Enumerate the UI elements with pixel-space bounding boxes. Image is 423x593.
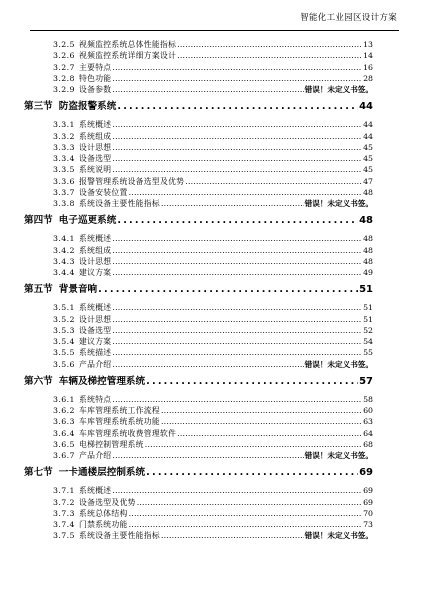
page-number: 57: [359, 375, 373, 387]
toc-title: 系统组成: [79, 245, 112, 255]
toc-entry[interactable]: [53, 450, 373, 461]
toc-section-heading[interactable]: [24, 282, 373, 298]
page-number: 14: [363, 51, 373, 61]
page-number: 51: [359, 284, 373, 296]
toc-entry[interactable]: [53, 359, 373, 370]
toc-title: 设备安装位置: [79, 187, 128, 197]
toc-number: 第四节: [24, 215, 53, 227]
dot-leader: [112, 359, 303, 370]
toc-title: 设计思想: [79, 256, 112, 266]
toc-number: 3.3.3: [53, 142, 75, 152]
page-number: 44: [359, 101, 373, 113]
dot-leader: [112, 233, 362, 244]
dot-leader: [112, 302, 362, 313]
toc-number: 3.6.4: [53, 428, 75, 438]
toc-title: 系统设备主要性能指标: [79, 531, 160, 541]
toc-title: 设计思想: [79, 142, 112, 152]
toc-title: 一卡通楼层控制系统: [58, 467, 146, 479]
toc-title: 视频监控系统总体性能指标: [79, 40, 177, 49]
toc-section-heading[interactable]: [24, 374, 373, 390]
page-number: 48: [363, 256, 373, 266]
page-number: 48: [359, 215, 373, 227]
toc-section-heading[interactable]: [24, 213, 373, 229]
toc-number: 第七节: [24, 467, 53, 479]
page-number: 45: [363, 142, 373, 152]
toc-title: 车库管理系统系统功能: [79, 417, 160, 427]
toc-number: 3.7.5: [53, 531, 75, 541]
dot-leader: [112, 450, 303, 461]
page-reference-error: 错误！未定义书签。: [304, 85, 373, 94]
dot-leader: [145, 439, 362, 450]
dot-leader: [112, 84, 303, 95]
toc-entry[interactable]: [53, 519, 373, 530]
page-number: 68: [363, 439, 373, 449]
toc-title: 产品介绍: [79, 359, 112, 369]
toc-entry[interactable]: [53, 50, 373, 61]
toc-number: 3.2.7: [53, 62, 75, 72]
toc-title: 设备选型: [79, 154, 112, 163]
page-number: 51: [363, 303, 373, 313]
dot-leader: [112, 245, 362, 256]
dot-leader: [117, 99, 358, 115]
toc-number: 3.2.8: [53, 73, 75, 83]
page-reference-error: 错误！未定义书签。: [304, 531, 373, 541]
toc-entry[interactable]: [53, 394, 373, 405]
toc-number: 3.6.3: [53, 417, 75, 427]
page-number: 69: [363, 497, 373, 507]
toc-number: 3.7.2: [53, 497, 75, 507]
page-reference-error: 错误！未定义书签。: [304, 359, 373, 369]
dot-leader: [112, 314, 362, 325]
toc-number: 3.5.4: [53, 337, 75, 346]
page-number: 52: [363, 325, 373, 335]
dot-leader: [112, 73, 362, 84]
toc-number: 3.4.2: [53, 245, 75, 255]
toc-number: 3.5.6: [53, 359, 75, 369]
toc-title: 防盗报警系统: [58, 101, 117, 113]
toc-entry[interactable]: [53, 530, 373, 541]
toc-entry[interactable]: [53, 153, 373, 164]
toc-entry[interactable]: [53, 245, 373, 256]
toc-section-heading[interactable]: [24, 99, 373, 115]
page-number: 54: [363, 337, 373, 346]
toc-title: 报警管理系统设备选型及优势: [79, 176, 185, 186]
toc-title: 系统组成: [79, 131, 112, 141]
toc-title: 建议方案: [79, 337, 112, 346]
toc-number: 3.7.1: [53, 486, 75, 496]
toc-number: 第六节: [24, 375, 53, 387]
toc-entry[interactable]: [53, 256, 373, 267]
dot-leader: [112, 153, 362, 164]
dot-leader: [112, 267, 362, 278]
toc-number: 第三节: [24, 101, 53, 113]
dot-leader: [161, 405, 362, 416]
dot-leader: [161, 530, 304, 541]
toc-entry[interactable]: [53, 325, 373, 336]
toc-title: 视频监控系统详细方案设计: [79, 51, 177, 61]
toc-number: 3.4.4: [53, 268, 75, 277]
page-number: 16: [363, 62, 373, 72]
dot-leader: [129, 519, 362, 530]
page-number: 47: [363, 176, 373, 186]
dot-leader: [177, 428, 362, 439]
dot-leader: [129, 508, 362, 519]
page-number: 44: [363, 120, 373, 130]
toc-title: 设计思想: [79, 314, 112, 324]
document-title: 智能化工业园区设计方案: [300, 13, 397, 23]
toc-entry[interactable]: [53, 439, 373, 450]
dot-leader: [177, 39, 362, 50]
toc-number: 3.3.5: [53, 165, 75, 175]
toc-number: 3.2.5: [53, 40, 75, 49]
dot-leader: [98, 282, 358, 298]
toc-number: 第五节: [24, 284, 53, 296]
toc-number: 3.6.5: [53, 439, 75, 449]
page-number: 45: [363, 165, 373, 175]
toc-title: 设备选型: [79, 325, 112, 335]
page-reference-error: 错误！未定义书签。: [304, 451, 373, 460]
toc-entry[interactable]: [53, 233, 373, 244]
toc-number: 3.2.6: [53, 51, 75, 61]
dot-leader: [112, 142, 362, 153]
page-number: 13: [363, 40, 373, 49]
toc-entry[interactable]: [53, 267, 373, 278]
dot-leader: [112, 347, 362, 358]
dot-leader: [137, 497, 362, 508]
toc-number: 3.3.8: [53, 199, 75, 208]
toc-title: 特色功能: [79, 73, 112, 83]
table-of-contents: [24, 39, 373, 542]
toc-number: 3.3.4: [53, 154, 75, 163]
dot-leader: [112, 164, 362, 175]
toc-entry[interactable]: [53, 198, 373, 209]
toc-entry[interactable]: [53, 497, 373, 508]
dot-leader: [112, 485, 362, 496]
toc-entry[interactable]: [53, 314, 373, 325]
toc-number: 3.7.3: [53, 508, 75, 518]
toc-title: 系统说明: [79, 165, 112, 175]
toc-entry[interactable]: [53, 84, 373, 95]
dot-leader: [146, 465, 358, 481]
toc-title: 设备参数: [79, 85, 112, 94]
toc-title: 主要特点: [79, 62, 112, 72]
toc-title: 系统总体结构: [79, 508, 128, 518]
page-number: 55: [363, 348, 373, 358]
toc-title: 系统特点: [79, 394, 112, 404]
toc-title: 车库管理系统收费管理软件: [79, 428, 177, 438]
toc-entry[interactable]: [53, 416, 373, 427]
dot-leader: [161, 198, 304, 209]
toc-entry[interactable]: [53, 405, 373, 416]
page-number: 58: [363, 394, 373, 404]
page-number: 73: [363, 520, 373, 529]
toc-title: 系统概述: [79, 120, 112, 130]
page-number: 48: [363, 187, 373, 197]
toc-entry[interactable]: [53, 508, 373, 519]
page-number: 63: [363, 417, 373, 427]
toc-entry[interactable]: [53, 39, 373, 50]
toc-number: 3.6.7: [53, 451, 75, 460]
dot-leader: [112, 62, 362, 73]
toc-title: 车辆及梯控管理系统: [58, 375, 146, 387]
toc-entry[interactable]: [53, 164, 373, 175]
dot-leader: [112, 119, 362, 130]
dot-leader: [177, 50, 362, 61]
toc-title: 系统概述: [79, 234, 112, 244]
toc-entry[interactable]: [53, 142, 373, 153]
page-number: 69: [363, 486, 373, 496]
page-number: 48: [363, 245, 373, 255]
dot-leader: [112, 131, 362, 142]
toc-title: 建议方案: [79, 268, 112, 277]
toc-title: 背景音响: [58, 284, 98, 296]
toc-entry[interactable]: [53, 187, 373, 198]
dot-leader: [112, 256, 362, 267]
toc-entry[interactable]: [53, 176, 373, 187]
toc-number: 3.7.4: [53, 520, 75, 529]
toc-section-heading[interactable]: [24, 465, 373, 481]
toc-number: 3.4.1: [53, 234, 75, 244]
dot-leader: [185, 176, 362, 187]
toc-entry[interactable]: [53, 485, 373, 496]
toc-number: 3.5.5: [53, 348, 75, 358]
dot-leader: [129, 187, 362, 198]
page-number: 44: [363, 131, 373, 141]
toc-title: 系统设备主要性能指标: [79, 199, 160, 208]
toc-title: 电梯控制管理系统: [79, 439, 144, 449]
toc-title: 门禁系统功能: [79, 520, 128, 529]
toc-entry[interactable]: [53, 336, 373, 347]
page-number: 49: [363, 268, 373, 277]
page-number: 70: [363, 508, 373, 518]
page-header: [30, 0, 399, 31]
toc-number: 3.5.1: [53, 303, 75, 313]
page-number: 28: [363, 73, 373, 83]
toc-entry[interactable]: [53, 347, 373, 358]
toc-entry[interactable]: [53, 131, 373, 142]
page-number: 64: [363, 428, 373, 438]
toc-title: 电子巡更系统: [58, 215, 117, 227]
toc-title: 设备选型及优势: [79, 497, 136, 507]
dot-leader: [112, 336, 362, 347]
page-number: 48: [363, 234, 373, 244]
toc-number: 3.6.1: [53, 394, 75, 404]
toc-number: 3.3.7: [53, 187, 75, 197]
page-number: 51: [363, 314, 373, 324]
toc-entry[interactable]: [53, 73, 373, 84]
page-reference-error: 错误！未定义书签。: [304, 199, 373, 208]
toc-entry[interactable]: [53, 119, 373, 130]
toc-entry[interactable]: [53, 302, 373, 313]
toc-number: 3.3.6: [53, 176, 75, 186]
dot-leader: [146, 374, 358, 390]
toc-number: 3.2.9: [53, 85, 75, 94]
toc-number: 3.5.2: [53, 314, 75, 324]
toc-number: 3.4.3: [53, 256, 75, 266]
dot-leader: [161, 416, 362, 427]
toc-entry[interactable]: [53, 62, 373, 73]
dot-leader: [117, 213, 358, 229]
toc-title: 系统描述: [79, 348, 112, 358]
dot-leader: [112, 325, 362, 336]
toc-number: 3.6.2: [53, 406, 75, 415]
toc-title: 系统概述: [79, 303, 112, 313]
page-number: 45: [363, 154, 373, 163]
toc-entry[interactable]: [53, 428, 373, 439]
toc-title: 系统概述: [79, 486, 112, 496]
toc-number: 3.3.1: [53, 120, 75, 130]
dot-leader: [112, 394, 362, 405]
toc-number: 3.3.2: [53, 131, 75, 141]
page-number: 60: [363, 406, 373, 415]
toc-title: 车库管理系统工作流程: [79, 406, 160, 415]
toc-number: 3.5.3: [53, 325, 75, 335]
page-number: 69: [359, 467, 373, 479]
toc-title: 产品介绍: [79, 451, 112, 460]
